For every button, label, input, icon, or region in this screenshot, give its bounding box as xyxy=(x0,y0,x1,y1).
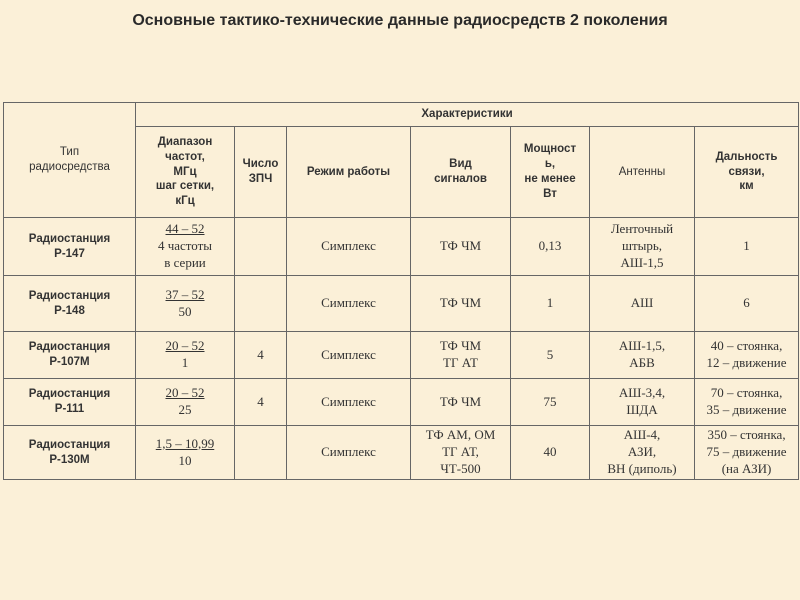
row-power: 75 xyxy=(511,379,590,426)
row-power: 5 xyxy=(511,332,590,379)
row-zpch: 4 xyxy=(235,379,287,426)
table-row xyxy=(4,379,799,426)
row-name: Радиостанция Р-130М xyxy=(4,426,136,480)
row-mode: Симплекс xyxy=(287,218,411,276)
freq-range: 20 – 52 xyxy=(165,338,205,354)
table-row xyxy=(4,332,799,379)
row-name: Радиостанция Р-147 xyxy=(4,218,136,276)
header-mode: Режим работы xyxy=(287,127,411,218)
freq-step: 50 xyxy=(178,303,192,319)
row-name: Радиостанция Р-107М xyxy=(4,332,136,379)
header-characteristics: Характеристики xyxy=(136,103,799,127)
row-name: Радиостанция Р-148 xyxy=(4,276,136,332)
row-range: 6 xyxy=(695,276,799,332)
table-row xyxy=(4,276,799,332)
row-mode: Симплекс xyxy=(287,426,411,480)
row-antennas: АШ-1,5, АБВ xyxy=(590,332,695,379)
row-freq xyxy=(136,218,235,276)
header-type: Тип радиосредства xyxy=(4,103,136,218)
row-signals: ТФ ЧМ ТГ АТ xyxy=(411,332,511,379)
row-signals: ТФ ЧМ xyxy=(411,218,511,276)
row-range: 40 – стоянка, 12 – движение xyxy=(695,332,799,379)
row-range: 350 – стоянка, 75 – движение (на АЗИ) xyxy=(695,426,799,480)
row-zpch xyxy=(235,276,287,332)
freq-range: 37 – 52 xyxy=(165,286,205,302)
specs-table xyxy=(3,102,799,480)
row-antennas: АШ xyxy=(590,276,695,332)
freq-step: 1 xyxy=(181,355,189,370)
row-signals: ТФ АМ, ОМ ТГ АТ, ЧТ-500 xyxy=(411,426,511,480)
row-mode: Симплекс xyxy=(287,379,411,426)
row-zpch: 4 xyxy=(235,332,287,379)
row-signals: ТФ ЧМ xyxy=(411,276,511,332)
header-freq: Диапазон частот, МГц шаг сетки, кГц xyxy=(136,127,235,218)
row-antennas: Ленточный штырь, АШ-1,5 xyxy=(590,218,695,276)
row-range: 70 – стоянка, 35 – движение xyxy=(695,379,799,426)
row-mode: Симплекс xyxy=(287,276,411,332)
freq-range: 44 – 52 xyxy=(165,221,205,237)
row-power: 0,13 xyxy=(511,218,590,276)
freq-step: 25 xyxy=(178,402,192,417)
row-antennas: АШ-4, АЗИ, ВН (диполь) xyxy=(590,426,695,480)
page-title: Основные тактико-технические данные радиосредств 2 поколения xyxy=(132,12,668,29)
header-range: Дальность связи, км xyxy=(695,127,799,218)
table-row xyxy=(4,218,799,276)
row-zpch xyxy=(235,426,287,480)
row-power: 40 xyxy=(511,426,590,480)
row-power: 1 xyxy=(511,276,590,332)
header-zpch: Число ЗПЧ xyxy=(235,127,287,218)
row-signals: ТФ ЧМ xyxy=(411,379,511,426)
freq-range: 20 – 52 xyxy=(165,385,205,401)
header-antennas: Антенны xyxy=(590,127,695,218)
header-power: Мощност ь, не менее Вт xyxy=(511,127,590,218)
row-range: 1 xyxy=(695,218,799,276)
row-freq xyxy=(136,379,235,426)
freq-range: 1,5 – 10,99 xyxy=(155,435,215,451)
row-name: Радиостанция Р-111 xyxy=(4,379,136,426)
row-freq xyxy=(136,332,235,379)
freq-step: 4 частоты в серии xyxy=(157,238,213,270)
row-zpch xyxy=(235,218,287,276)
freq-step: 10 xyxy=(178,452,192,468)
row-antennas: АШ-3,4, ШДА xyxy=(590,379,695,426)
row-freq xyxy=(136,276,235,332)
table-row xyxy=(4,426,799,480)
row-freq xyxy=(136,426,235,480)
header-signals: Вид сигналов xyxy=(411,127,511,218)
row-mode: Симплекс xyxy=(287,332,411,379)
